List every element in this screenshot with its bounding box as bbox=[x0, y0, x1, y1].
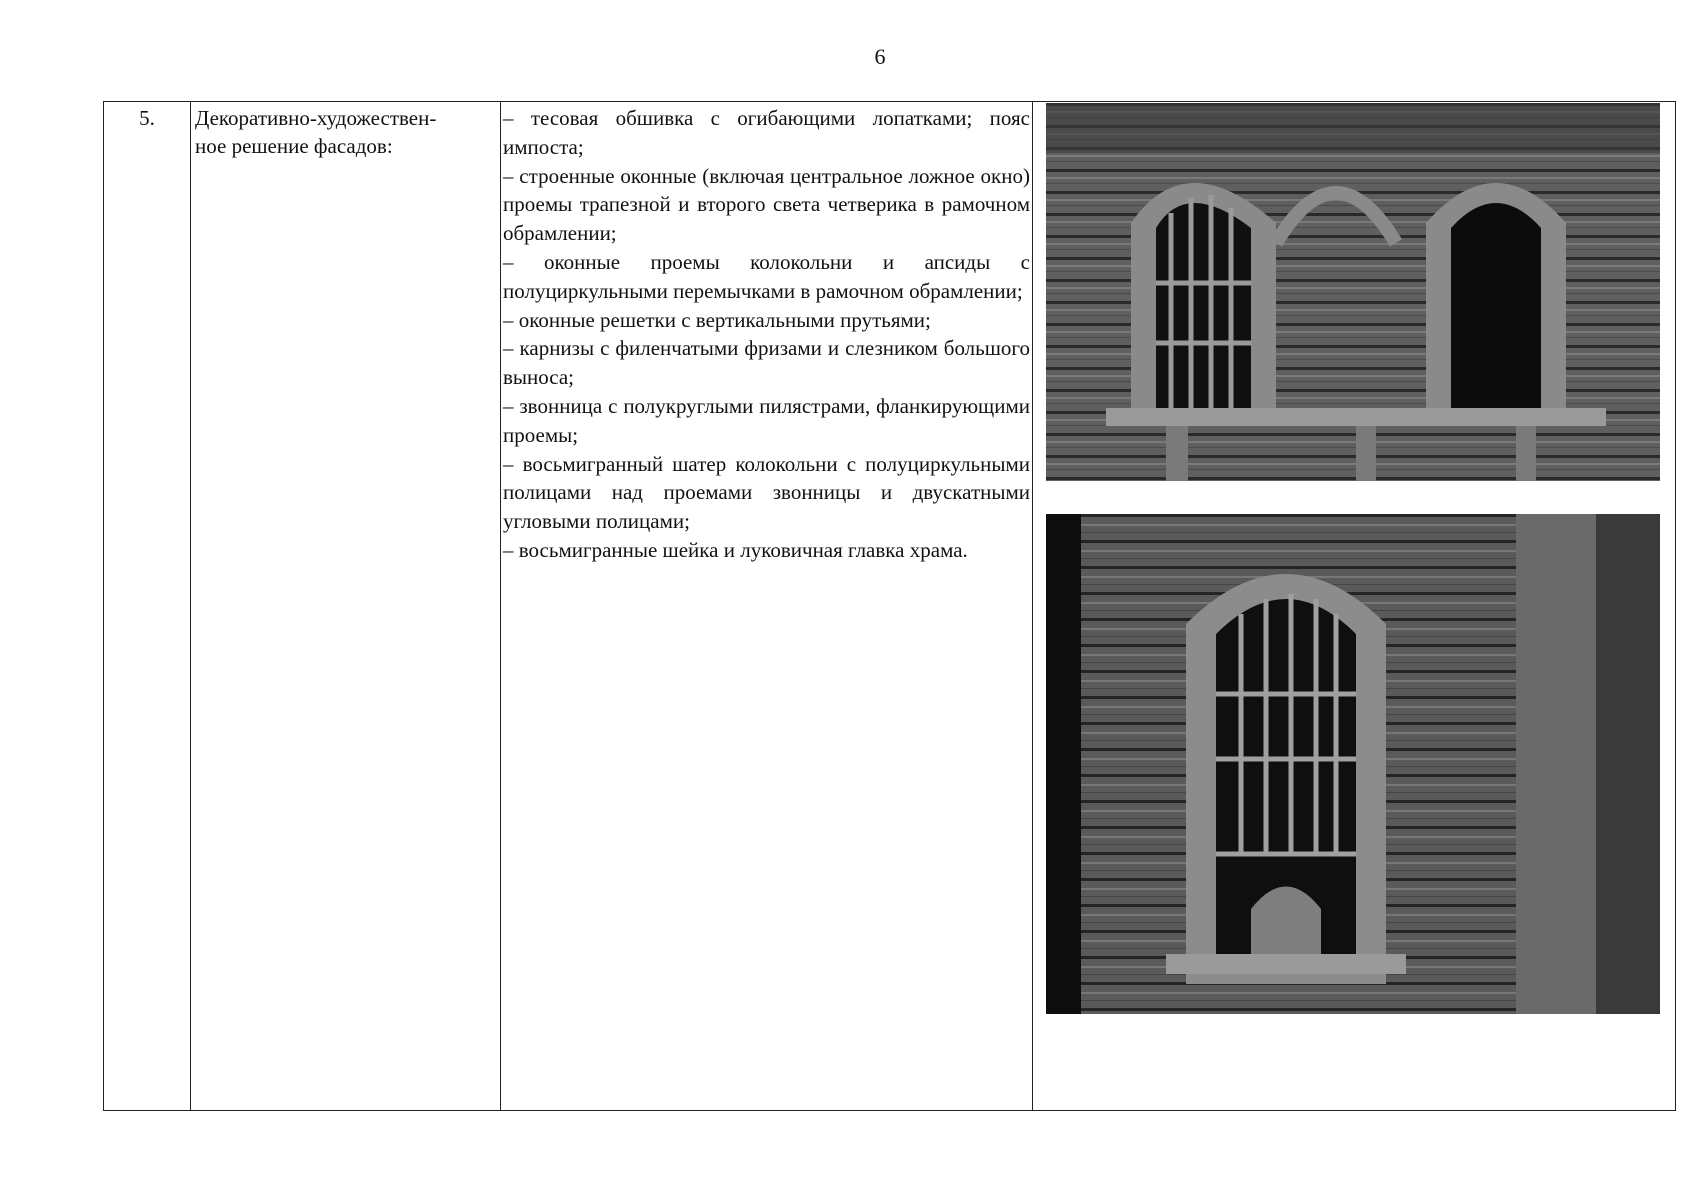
photo-triple-arched-windows bbox=[1046, 103, 1660, 481]
row-title-line: Декоративно-художествен- bbox=[195, 106, 437, 130]
description-item: – тесовая обшивка с огибающими лопатками; пояс импоста; bbox=[503, 106, 1030, 159]
description-item: – карнизы с филенчатыми фризами и слезником большого выноса; bbox=[503, 336, 1030, 390]
description-item: – восьмигранные шейка и луковичная главка храма. bbox=[503, 537, 968, 562]
row-description bbox=[501, 102, 1032, 565]
photo-arched-barred-window-icon bbox=[1046, 514, 1660, 1014]
photo-triple-arched-windows-icon bbox=[1046, 103, 1660, 481]
description-item: – восьмигранный шатер колокольни с полуциркульными полицами над проемами звонницы и двускатными угловыми полицами; bbox=[503, 451, 1030, 534]
description-item: – оконные проемы колокольни и апсиды с полуциркульными перемычками в рамочном обрамлении; bbox=[503, 249, 1030, 303]
column-divider bbox=[190, 102, 191, 1110]
description-item: – оконные решетки с вертикальными прутьями; bbox=[503, 307, 931, 332]
row-title-line: ное решение фасадов: bbox=[195, 134, 393, 158]
description-item: – строенные оконные (включая центральное ложное окно) проемы трапезной и второго света четверика в рамочном обрамлении; bbox=[503, 163, 1030, 246]
column-divider bbox=[1032, 102, 1033, 1110]
table bbox=[103, 101, 1676, 1111]
page-number: 6 bbox=[874, 44, 886, 69]
row-number: 5. bbox=[139, 106, 155, 130]
photo-arched-barred-window bbox=[1046, 514, 1660, 1014]
row-title bbox=[191, 102, 499, 160]
description-item: – звонница с полукруглыми пилястрами, фланкирующими проемы; bbox=[503, 393, 1030, 447]
